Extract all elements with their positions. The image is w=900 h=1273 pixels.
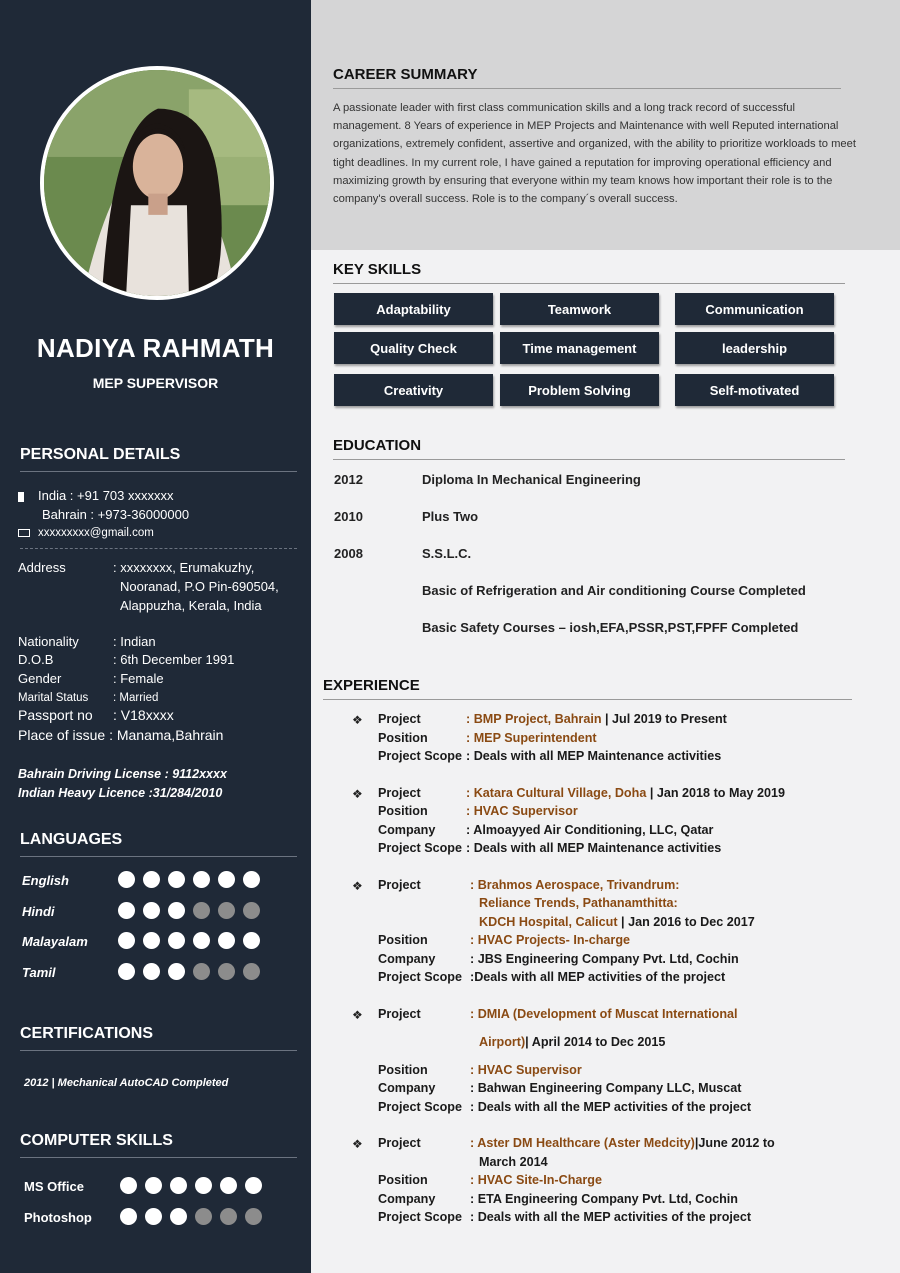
detail-label: Nationality (18, 634, 79, 649)
experience-heading: EXPERIENCE (323, 677, 852, 700)
project-label: Project (378, 712, 421, 726)
language-name: Tamil (22, 965, 56, 980)
detail-label: Place of issue (18, 727, 106, 743)
education-title: Diploma In Mechanical Engineering (422, 472, 641, 487)
rating-dot-filled (145, 1208, 162, 1225)
company-value: : Almoayyed Air Conditioning, LLC, Qatar (466, 823, 714, 837)
address-line-1: : xxxxxxxx, Erumakuzhy, (113, 560, 255, 575)
bullet-icon: ❖ (352, 713, 363, 727)
skill-chip: Quality Check (334, 332, 493, 364)
company-value: : JBS Engineering Company Pvt. Ltd, Cochin (470, 952, 739, 966)
rating-dot-filled (143, 932, 160, 949)
rating-dot-filled (243, 932, 260, 949)
project-name-line: KDCH Hospital, Calicut (479, 915, 618, 929)
india-licence: Indian Heavy Licence :31/284/2010 (18, 786, 223, 800)
experience-company-row (378, 1081, 742, 1095)
position-value: : HVAC Site-In-Charge (470, 1173, 603, 1187)
scope-label: Project Scope (378, 970, 462, 984)
candidate-title: MEP SUPERVISOR (92, 375, 219, 391)
rating-dot-empty (193, 963, 210, 980)
company-label: Company (378, 1081, 436, 1095)
detail-label: Gender (18, 671, 62, 686)
experience-project-row (378, 1136, 775, 1150)
experience-entry (466, 786, 785, 800)
languages-heading: LANGUAGES (20, 831, 297, 857)
experience-entry (470, 1136, 775, 1150)
project-name: : BMP Project, Bahrain (466, 712, 602, 726)
address-line-3: Alappuzha, Kerala, India (120, 598, 262, 613)
experience-position-row (378, 1063, 582, 1077)
company-label: Company (378, 1192, 436, 1206)
experience-position-row (378, 1173, 603, 1187)
candidate-name: NADIYA RAHMATH (36, 333, 275, 363)
position-value: : HVAC Supervisor (470, 1063, 582, 1077)
skill-chip: leadership (675, 332, 834, 364)
project-period: |June 2012 to (694, 1136, 775, 1150)
project-period-continued: March 2014 (479, 1155, 548, 1169)
computer-skill-row (24, 1177, 264, 1197)
detail-label: D.O.B (18, 652, 54, 667)
language-rating (118, 902, 260, 919)
detail-row (18, 726, 223, 744)
computer-skill-row (24, 1208, 264, 1228)
bullet-icon: ❖ (352, 1137, 363, 1151)
detail-row (18, 689, 158, 707)
rating-dot-filled (170, 1177, 187, 1194)
education-title: Basic of Refrigeration and Air conditioning Course Completed (422, 583, 806, 598)
project-label: Project (378, 786, 421, 800)
detail-row (18, 670, 164, 688)
experience-project-row (378, 878, 680, 892)
personal-details-heading: PERSONAL DETAILS (20, 446, 297, 472)
rating-dot-filled (120, 1208, 137, 1225)
rating-dot-filled (143, 963, 160, 980)
experience-project-row (378, 786, 785, 800)
experience-position-row (378, 933, 631, 947)
position-value: : MEP Superintendent (466, 731, 597, 745)
experience-scope-row (378, 1100, 752, 1114)
phone-india-row (18, 487, 174, 505)
detail-value: : Manama,Bahrain (109, 727, 224, 743)
skill-chip: Creativity (334, 374, 493, 406)
key-skills-heading: KEY SKILLS (333, 261, 845, 284)
computer-skill-name: Photoshop (24, 1210, 92, 1225)
company-label: Company (378, 952, 436, 966)
phone-india: India : +91 703 xxxxxxx (38, 488, 174, 503)
rating-dot-empty (220, 1208, 237, 1225)
phone-bahrain: Bahrain : +973-36000000 (42, 507, 190, 522)
education-heading: EDUCATION (333, 437, 845, 460)
language-row (22, 963, 262, 983)
language-rating (118, 963, 260, 980)
computer-skills-heading: COMPUTER SKILLS (20, 1132, 297, 1158)
experience-company-row (378, 823, 714, 837)
experience-entry (479, 1035, 665, 1049)
address-line-2: Nooranad, P.O Pin-690504, (120, 579, 279, 594)
rating-dot-filled (118, 963, 135, 980)
rating-dot-filled (218, 871, 235, 888)
rating-dot-filled (168, 902, 185, 919)
experience-position-row (378, 804, 578, 818)
rating-dot-empty (218, 902, 235, 919)
detail-value: : Married (113, 692, 159, 704)
language-rating (118, 871, 260, 888)
detail-value: : Female (113, 671, 164, 686)
position-label: Position (378, 804, 428, 818)
experience-scope-row (378, 1210, 752, 1224)
detail-value: : Indian (113, 634, 156, 649)
experience-company-row (378, 1192, 738, 1206)
experience-entry (479, 915, 755, 929)
project-period: | Jan 2016 to Dec 2017 (617, 915, 755, 929)
rating-dot-filled (118, 871, 135, 888)
language-row (22, 902, 262, 922)
detail-row (18, 633, 156, 651)
project-name-line: Reliance Trends, Pathanamthitta: (479, 896, 678, 910)
rating-dot-filled (168, 963, 185, 980)
position-label: Position (378, 731, 428, 745)
position-value: : HVAC Projects- In-charge (470, 933, 631, 947)
scope-value: : Deals with all the MEP activities of the project (470, 1210, 752, 1224)
address-label: Address (18, 560, 66, 575)
sidebar (0, 0, 311, 1273)
rating-dot-empty (243, 902, 260, 919)
project-name: : Aster DM Healthcare (Aster Medcity) (470, 1136, 695, 1150)
education-year: 2008 (334, 546, 363, 561)
position-label: Position (378, 933, 428, 947)
skill-chip: Teamwork (500, 293, 659, 325)
rating-dot-filled (193, 871, 210, 888)
scope-label: Project Scope (378, 1210, 462, 1224)
education-title: Plus Two (422, 509, 479, 524)
rating-dot-empty (245, 1208, 262, 1225)
rating-dot-filled (218, 932, 235, 949)
scope-value: : Deals with all MEP Maintenance activities (466, 749, 722, 763)
scope-value: :Deals with all MEP activities of the project (470, 970, 726, 984)
rating-dot-empty (195, 1208, 212, 1225)
profile-photo (40, 66, 274, 300)
project-label: Project (378, 1136, 421, 1150)
rating-dot-filled (120, 1177, 137, 1194)
education-year: 2010 (334, 509, 363, 524)
language-row (22, 932, 262, 952)
certification-item: 2012 | Mechanical AutoCAD Completed (24, 1077, 229, 1089)
company-label: Company (378, 823, 436, 837)
skill-chip: Communication (675, 293, 834, 325)
bullet-icon: ❖ (352, 879, 363, 893)
project-period: | Jul 2019 to Present (601, 712, 727, 726)
skill-chip: Self-motivated (675, 374, 834, 406)
project-label: Project (378, 878, 421, 892)
language-rating (118, 932, 260, 949)
rating-dot-filled (245, 1177, 262, 1194)
rating-dot-filled (118, 902, 135, 919)
company-value: : Bahwan Engineering Company LLC, Muscat (470, 1081, 742, 1095)
career-summary-heading: CAREER SUMMARY (333, 66, 841, 89)
email-address: xxxxxxxxx@gmail.com (38, 527, 154, 539)
computer-skill-rating (120, 1208, 262, 1225)
rating-dot-empty (243, 963, 260, 980)
education-title: Basic Safety Courses – iosh,EFA,PSSR,PST,FPFF Completed (422, 620, 799, 635)
experience-entry (466, 712, 727, 726)
position-label: Position (378, 1173, 428, 1187)
experience-scope-row (378, 749, 722, 763)
language-name: Hindi (22, 904, 55, 919)
project-name: : Brahmos Aerospace, Trivandrum: (470, 878, 680, 892)
project-name: : Katara Cultural Village, Doha (466, 786, 647, 800)
rating-dot-filled (195, 1177, 212, 1194)
project-period: | April 2014 to Dec 2015 (525, 1035, 666, 1049)
project-period: | Jan 2018 to May 2019 (646, 786, 785, 800)
skill-chip: Adaptability (334, 293, 493, 325)
experience-project-row (378, 712, 727, 726)
project-name: : DMIA (Development of Muscat International (470, 1007, 738, 1021)
rating-dot-filled (220, 1177, 237, 1194)
language-name: Malayalam (22, 934, 88, 949)
rating-dot-filled (145, 1177, 162, 1194)
email-icon (18, 529, 30, 537)
language-name: English (22, 873, 69, 888)
scope-value: : Deals with all the MEP activities of the project (470, 1100, 752, 1114)
project-name-line: Airport) (479, 1035, 526, 1049)
rating-dot-filled (168, 871, 185, 888)
rating-dot-filled (168, 932, 185, 949)
rating-dot-filled (143, 871, 160, 888)
career-summary-text: A passionate leader with first class communication skills and a long track record of successful management. 8 Years of experience in MEP Projects and Maintenance with well Reputed international organizations, extremely confident, assertive and organized, with the ability to prioritize workloads to meet tight deadlines. In my current role, I have gained a reputation for improving operational efficiency and maximizing growth by ensuring that everyone within my team knows how important their role is to the company's overall success. Role is to the company´s overall success. (333, 102, 856, 206)
computer-skill-rating (120, 1177, 262, 1194)
bahrain-licence: Bahrain Driving License : 9112xxxx (18, 767, 227, 781)
skill-chip: Time management (500, 332, 659, 364)
skill-chip: Problem Solving (500, 374, 659, 406)
computer-skill-name: MS Office (24, 1179, 84, 1194)
rating-dot-empty (218, 963, 235, 980)
detail-value: : V18xxxx (113, 707, 174, 723)
phone-icon (18, 492, 24, 502)
detail-row (18, 706, 174, 724)
company-value: : ETA Engineering Company Pvt. Ltd, Cochin (470, 1192, 738, 1206)
experience-project-row (378, 1007, 738, 1021)
rating-dot-filled (243, 871, 260, 888)
language-row (22, 871, 262, 891)
experience-company-row (378, 952, 739, 966)
education-year: 2012 (334, 472, 363, 487)
experience-scope-row (378, 970, 726, 984)
scope-label: Project Scope (378, 841, 462, 855)
detail-value: : 6th December 1991 (113, 652, 235, 667)
position-label: Position (378, 1063, 428, 1077)
email-row (18, 524, 154, 542)
experience-position-row (378, 731, 597, 745)
rating-dot-filled (170, 1208, 187, 1225)
detail-row (18, 651, 234, 669)
address-row (18, 559, 254, 577)
rating-dot-filled (193, 932, 210, 949)
scope-label: Project Scope (378, 749, 462, 763)
detail-label: Marital Status (18, 692, 89, 704)
experience-scope-row (378, 841, 722, 855)
position-value: : HVAC Supervisor (466, 804, 578, 818)
scope-label: Project Scope (378, 1100, 462, 1114)
detail-label: Passport no (18, 707, 93, 723)
rating-dot-filled (118, 932, 135, 949)
bullet-icon: ❖ (352, 1008, 363, 1022)
education-title: S.S.L.C. (422, 546, 472, 561)
certifications-heading: CERTIFICATIONS (20, 1025, 297, 1051)
bullet-icon: ❖ (352, 787, 363, 801)
scope-value: : Deals with all MEP Maintenance activities (466, 841, 722, 855)
divider (20, 548, 297, 549)
rating-dot-filled (143, 902, 160, 919)
project-label: Project (378, 1007, 421, 1021)
rating-dot-empty (193, 902, 210, 919)
